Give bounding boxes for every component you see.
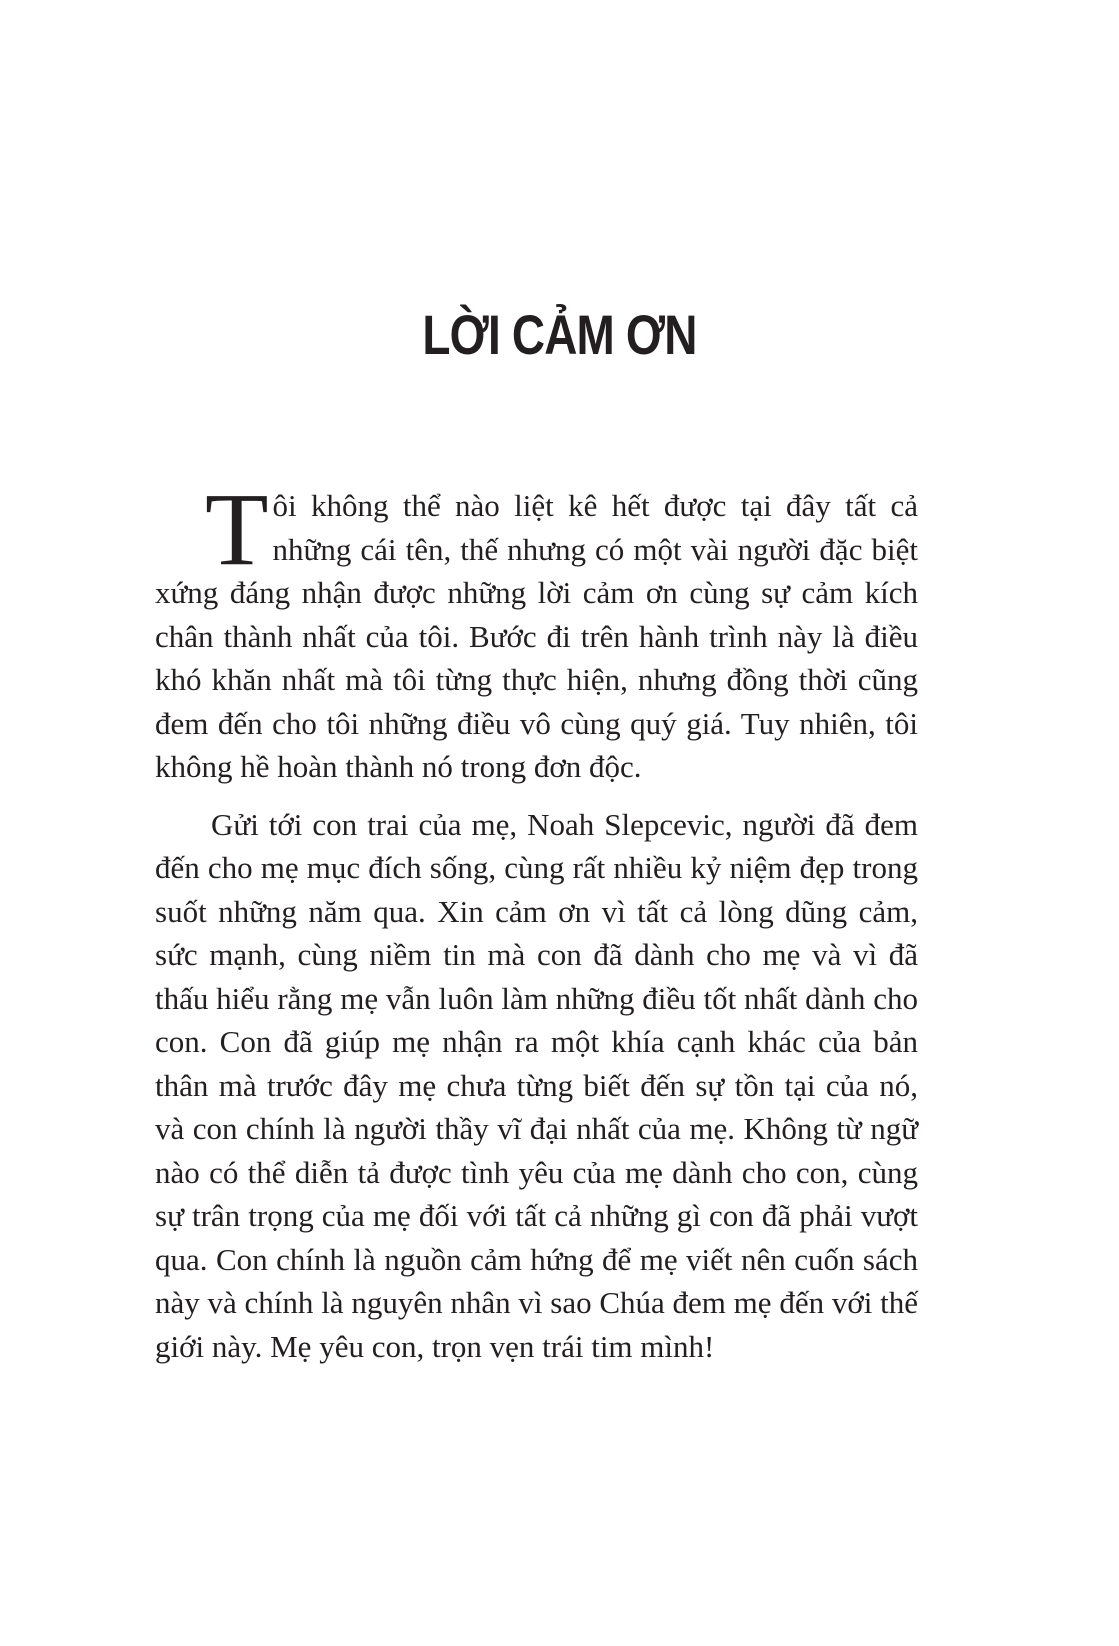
paragraph-opening xyxy=(155,472,918,789)
paragraph-dedication: Gửi tới con trai của mẹ, Noah Slepcevic, người đã đem đến cho mẹ mục đích sống, cùng rất nhiều kỷ niệm đẹp trong suốt những năm qua. Xin cảm ơn vì tất cả lòng dũng cảm, sức mạnh, cùng niềm tin mà con đã dành cho mẹ và vì đã thấu hiểu rằng mẹ vẫn luôn làm những điều tốt nhất dành cho con. Con đã giúp mẹ nhận ra một khía cạnh khác của bản thân mà trước đây mẹ chưa từng biết đến sự tồn tại của nó, và con chính là người thầy vĩ đại nhất của mẹ. Không từ ngữ nào có thể diễn tả được tình yêu của mẹ dành cho con, cùng sự trân trọng của mẹ đối với tất cả những gì con đã phải vượt qua. Con chính là nguồn cảm hứng để mẹ viết nên cuốn sách này và chính là nguyên nhân vì sao Chúa đem mẹ đến với thế giới này. Mẹ yêu con, trọn vẹn trái tim mình! xyxy=(155,806,918,1364)
paragraph-opening-text: ôi không thể nào liệt kê hết được tại đây tất cả những cái tên, thế nhưng có một vài người đặc biệt xứng đáng nhận được những lời cảm ơn cùng sự cảm kích chân thành nhất của tôi. Bước đi trên hành trình này là điều khó khăn nhất mà tôi từng thực hiện, nhưng đồng thời cũng đem đến cho tôi những điều vô cùng quý giá. Tuy nhiên, tôi không hề hoàn thành nó trong đơn độc. xyxy=(155,488,918,784)
page-title: LỜI CẢM ƠN xyxy=(422,303,697,366)
body-text xyxy=(155,472,918,1368)
drop-cap: T xyxy=(205,472,269,587)
